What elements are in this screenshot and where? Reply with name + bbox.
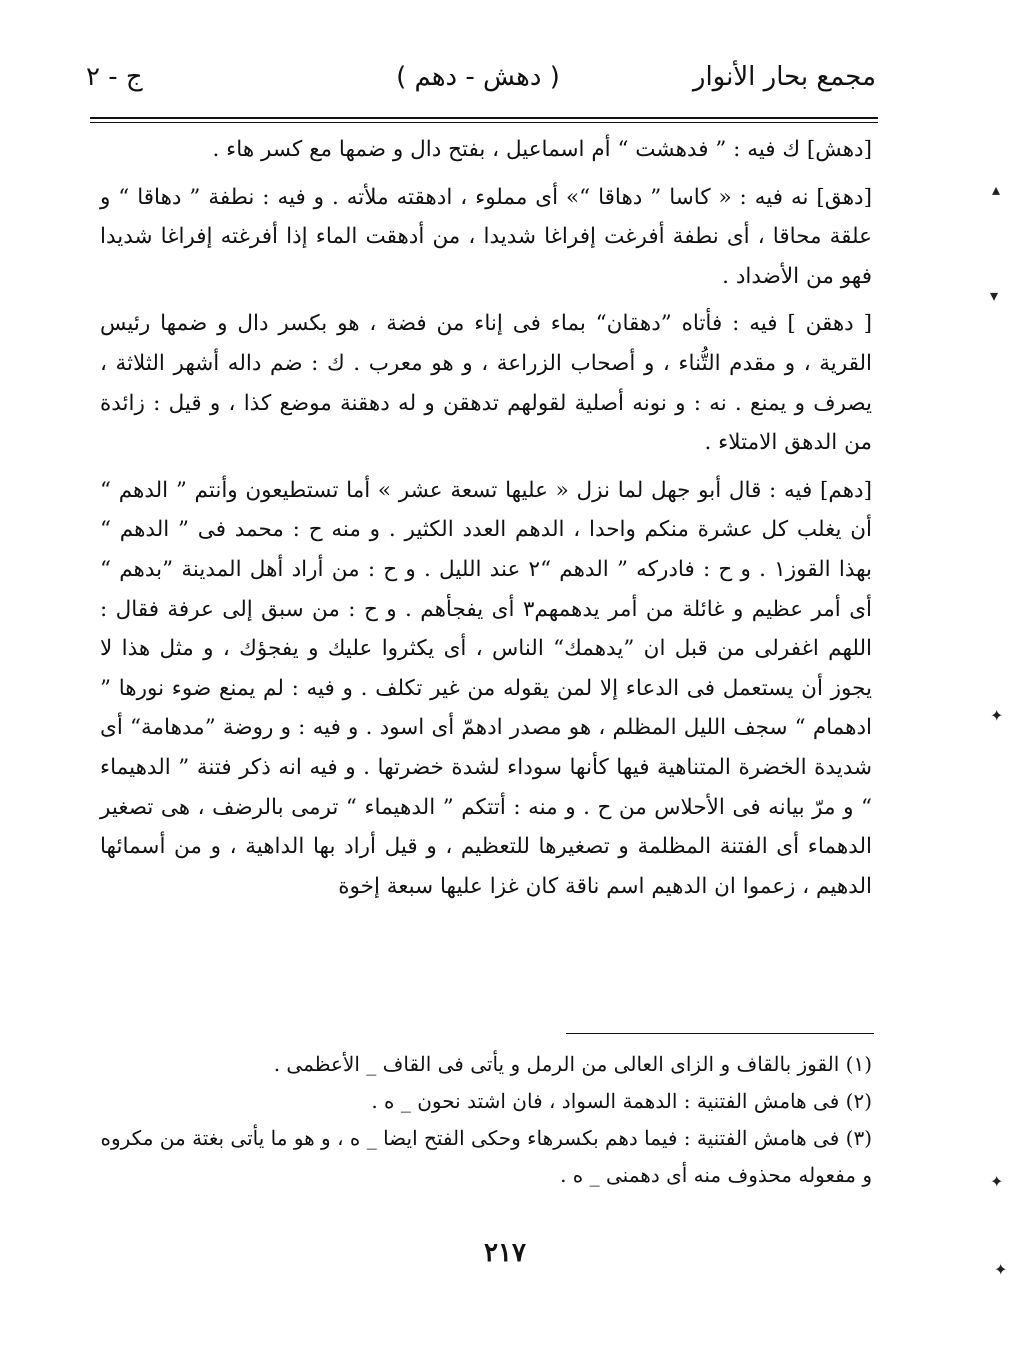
margin-mark-icon: ▴ xyxy=(992,180,1001,199)
header-rule-thick xyxy=(90,117,878,119)
margin-mark-icon: ✦ xyxy=(994,1260,1008,1279)
footnote-2: (٢) فى هامش الفتنية : الدهمة السواد ، فان اشتد نحون _ ه . xyxy=(371,1089,872,1113)
header-rule-thin xyxy=(90,122,878,123)
book-title: مجمع بحار الأنوار xyxy=(692,62,876,92)
footnote-rule xyxy=(566,1033,874,1034)
entry-dahqan: [ دهقن ] فيه : فأتاه ”دهقان“ بماء فى إناء من فضة ، هو بكسر دال و ضمها رئيس القرية ، و مقدم التُّناء ، و أصحاب الزراعة ، و هو معرب . ك : ضم داله أشهر الثلاثة ، يصرف و يمنع . نه : و نونه أصلية لقولهم تدهقن و له دهقنة موضع كذا ، و قيل : زائدة من الدهق الامتلاء . xyxy=(100,311,873,456)
footnote-1: (١) القوز بالقاف و الزاى العالى من الرمل و يأتى فى القاف _ الأعظمى . xyxy=(273,1052,872,1076)
entry-dahash: [دهش] ك فيه : ” فدهشت “ أم اسماعيل ، بفتح دال و ضمها مع كسر هاء . xyxy=(212,137,872,162)
main-text xyxy=(100,130,872,914)
running-header xyxy=(80,60,876,100)
margin-mark-icon: ✦ xyxy=(990,1172,1004,1191)
margin-mark-icon: ▾ xyxy=(990,286,999,305)
page-number: ٢١٧ xyxy=(484,1238,526,1268)
volume-number: ج - ٢ xyxy=(86,62,143,92)
entry-dahaq: [دهق] نه فيه : « كاسا ” دهاقا “» أى مملوء ، ادهقته ملأته . و فيه : نطفة ” دهاقا “ و علقة محاقا ، أى نطفة أفرغت إفراغا شديدا ، من أدهقت الماء إذا أفرغته إفراغا شديدا فهو من الأضداد . xyxy=(100,184,872,289)
footnotes xyxy=(100,1046,872,1194)
margin-mark-icon: ✦ xyxy=(990,706,1004,725)
entry-daham: [دهم] فيه : قال أبو جهل لما نزل « عليها تسعة عشر » أما تستطيعون وأنتم ” الدهم “ أن يغلب كل عشرة منكم واحدا ، الدهم العدد الكثير . و منه ح : محمد فى ” الدهم “ بهذا القوز١ . و ح : فادركه ” الدهم “٢ عند الليل . و ح : من أراد أهل المدينة ”بدهم “ أى أمر عظيم و غائلة من أمر يدهمهم٣ أى يفجأهم . و ح : من سبق إلى عرفة فقال : اللهم اغفرلى من قبل ان ”يدهمك“ الناس ، أى يكثروا عليك و يفجؤك ، و مثل هذا لا يجوز أن يستعمل فى الدعاء إلا لمن يقوله من غير تكلف . و فيه : لم يمنع ضوء نورها ” ادهمام “ سجف الليل المظلم ، هو مصدر ادهمّ أى اسود . و فيه : و روضة ”مدهامة“ أى شديدة الخضرة المتناهية فيها كأنها سوداء لشدة خضرتها . و فيه انه ذكر فتنة ” الدهيماء “ و مرّ بيانه فى الأحلاس من ح . و منه : أتتكم ” الدهيماء “ ترمى بالرضف ، هى تصغير الدهماء أى الفتنة المظلمة و تصغيرها للتعظيم ، و قيل أراد بها الداهية ، و من أسمائها الدهيم ، زعموا ان الدهيم اسم ناقة كان غزا عليها سبعة إخوة xyxy=(100,477,872,899)
entry-range: ( دهش - دهم ) xyxy=(396,62,560,92)
footnote-3: (٣) فى هامش الفتنية : فيما دهم بكسرهاء وحكى الفتح ايضا _ ه ، و هو ما يأتى بغتة من مكروه و مفعوله محذوف منه أى دهمنى _ ه . xyxy=(100,1126,872,1187)
